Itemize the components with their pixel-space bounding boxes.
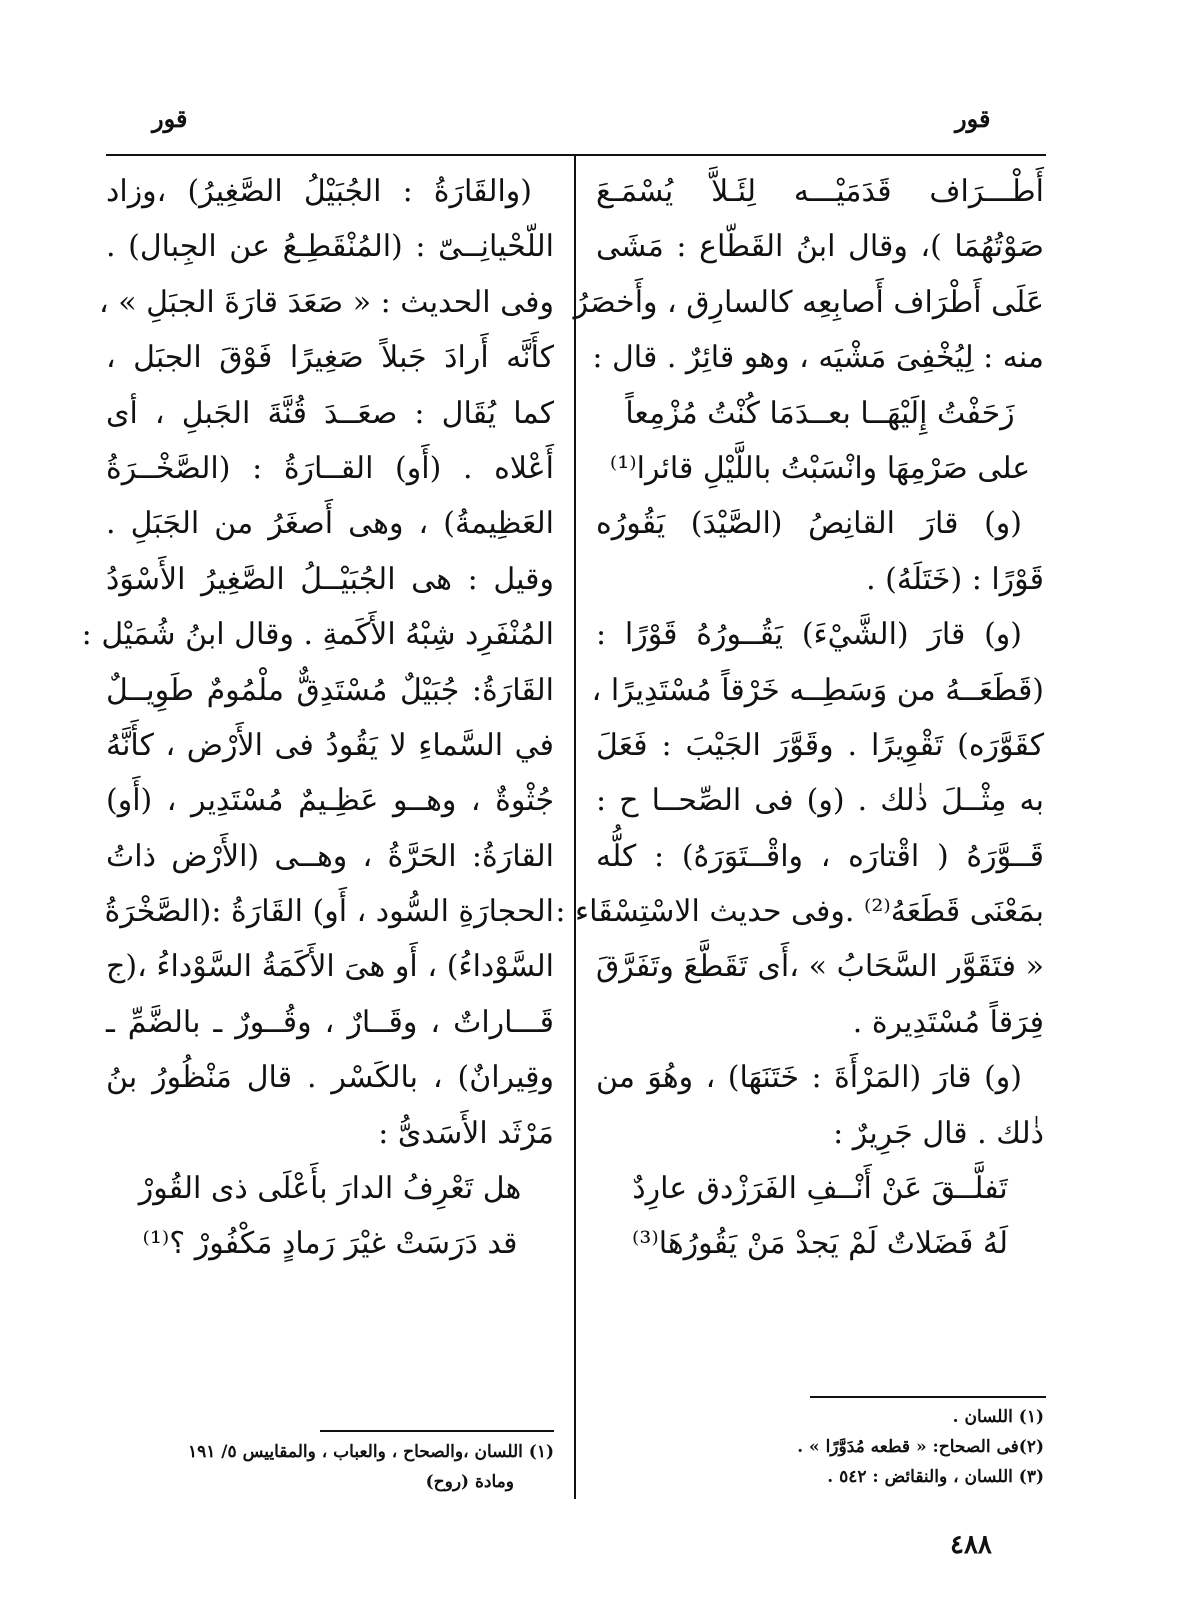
text-line: كقَوَّرَه) تَقْوِيرًا . وقَوَّرَ الجَيْبَ : فَعَلَ [596, 727, 1044, 763]
text-line: قَـــاراتٌ ، وقَــارٌ ، وقُــورٌ ـ بالضَّمِّ ـ [106, 1004, 554, 1040]
text-line: أَعْلاه . (أَو) القــارَةُ : (الصَّخْــرَةُ [106, 450, 554, 486]
header-rule [106, 154, 1046, 156]
text-line: المُنْفَرِد شِبْهُ الأَكَمةِ . وقال ابنُ شُمَيْل : [81, 617, 554, 653]
verse-line: تَفلَّــقَ عَنْ أَنْــفِ الفَرَزْدق عارِدٌ [632, 1171, 1008, 1207]
footnotes-left [106, 1437, 554, 1497]
column-divider [574, 154, 576, 1499]
text-line: العَظِيمةُ) ، وهى أَصغَرُ من الجَبَلِ . [106, 506, 554, 542]
running-head-right: قور [955, 104, 991, 133]
page-number: ٤٨٨ [950, 1530, 992, 1560]
text-line: به مِثْــلَ ذٰلك . (و) فى الصِّحــا ح : [596, 783, 1044, 819]
text-line: فِرَقاً مُسْتَدِيرة . [852, 1004, 1044, 1040]
verse-line: قد دَرَسَتْ غيْرَ رَمادٍ مَكْفُورْ ؟⁽¹⁾ [142, 1226, 518, 1262]
text-line: اللّحْيانِــىّ : (المُنْقَطِـعُ عن الجِبال) . [106, 229, 554, 265]
text-line: السَّوْداءُ) ، أَو هىَ الأَكَمَةُ السَّوْداءُ ،(ج [106, 949, 554, 985]
text-line: (والقَارَةُ : الجُبَيْلُ الصَّغِيرُ) ،وزاد [106, 174, 532, 209]
verse-line: زَحَفْتُ إِلَيْهَــا بعــدَمَا كُنْتُ مُزْمِعاً [625, 395, 1015, 431]
text-line: أَطْـــرَاف قَدَمَيْـــه لِئَـلاَّ يُسْمَـعَ [596, 174, 1044, 209]
text-line: القَارَةُ: جُبَيْلٌ مُسْتَدِقٌّ ملْمُومٌ طَوِيــلٌ [106, 672, 554, 708]
footnote: (٣) اللسان ، والنقائض : ٥٤٢ . [827, 1467, 1044, 1487]
text-line: بمَعْنَى قَطَعَهُ⁽²⁾ .وفى حديث الاسْتِسْقَاء : [555, 894, 1044, 930]
text-line: كما يُقَال : صعَــدَ قُنَّةَ الجَبلِ ، أى [106, 395, 554, 431]
text-line: منه : لِيُخْفِىَ مَشْيَه ، وهو قائِرٌ . قال : [592, 340, 1044, 376]
footnotes-right [640, 1402, 1044, 1492]
verse-line: لَهُ فَضَلاتٌ لَمْ يَجدْ مَنْ يَقُورُهَا⁽³⁾ [631, 1226, 1009, 1262]
left-column [81, 164, 554, 1272]
footnote-rule-left [320, 1430, 554, 1432]
text-line: جُثْوةٌ ، وهــو عَظِـيمٌ مُسْتَدِير ، (أَو) [106, 783, 554, 819]
text-line: القارَةُ: الحَرَّةُ ، وهــى (الأَرْض ذاتُ [106, 838, 554, 874]
text-line: الحجارَةِ السُّود ، أَو) القَارَةُ :(الصَّخْرَةُ [104, 894, 554, 930]
text-line: وفى الحديث : « صَعَدَ قارَةَ الجبَلِ » ، [98, 284, 554, 320]
text-line: صَوْتُهُمَا )، وقال ابنُ القَطّاع : مَشَى [596, 229, 1044, 265]
text-line: (قَطَعَــهُ من وَسَطِــه خَرْقاً مُسْتَدِيرًا ، [591, 672, 1044, 708]
text-line: قَوْرًا : (خَتَلَهُ) . [866, 561, 1044, 597]
running-head-left: قور [152, 104, 188, 133]
footnote: ومادة (روح) [425, 1472, 514, 1492]
text-line: وقِيرانٌ) ، بالكَسْر . قال مَنْظُورُ بنُ [106, 1060, 554, 1096]
text-line: ذٰلك . قال جَرِيرٌ : [833, 1115, 1044, 1151]
footnote: (١) اللسان . [952, 1407, 1044, 1427]
footnote: (٢)فى الصحاح: « قطعه مُدَوَّرًا » . [797, 1437, 1044, 1457]
text-line: وقيل : هى الجُبَيْــلُ الصَّغِيرُ الأَسْوَدُ [106, 561, 554, 597]
text-line: (و) قارَ القانِصُ (الصَّيْدَ) يَقُورُه [596, 506, 1022, 542]
text-line: « فتَقَوَّر السَّحَابُ » ،أَى تَقَطَّعَ وتَفَرَّقَ [596, 949, 1044, 985]
text-line: (و) قارَ (المَرْأَةَ : خَتَنَهَا) ، وهُوَ من [596, 1060, 1022, 1096]
footnote-rule-right [810, 1396, 1046, 1398]
verse-line: على صَرْمِهَا وانْسَبْتُ باللَّيْلِ قائرا⁽¹⁾ [609, 450, 1031, 486]
text-line: كأَنَّه أَرادَ جَبلاً صَغِيرًا فَوْقَ الجبَل ، [106, 340, 554, 376]
text-line: قَــوَّرَهُ ( اقْتارَه ، واقْــتَوَرَهُ) : كلُّه [596, 838, 1044, 874]
right-column [555, 164, 1044, 1272]
text-line: في السَّماءِ لا يَقُودُ فى الأَرْض ، كأَنَّهُ [106, 727, 554, 763]
text-line: مَرْثَد الأَسَدىُّ : [378, 1115, 554, 1151]
text-line: (و) قارَ (الشَّيْءَ) يَقُــورُهُ قَوْرًا : [596, 617, 1022, 653]
footnote: (١) اللسان ،والصحاح ، والعباب ، والمقاييس ٥/ ١٩١ [187, 1442, 554, 1462]
text-line: عَلَى أَطْرَاف أَصابِعِه كالسارِق ، وأَخصَرُ [573, 284, 1044, 320]
verse-line: هل تَعْرِفُ الدارَ بأَعْلَى ذى القُورْ [138, 1171, 522, 1207]
